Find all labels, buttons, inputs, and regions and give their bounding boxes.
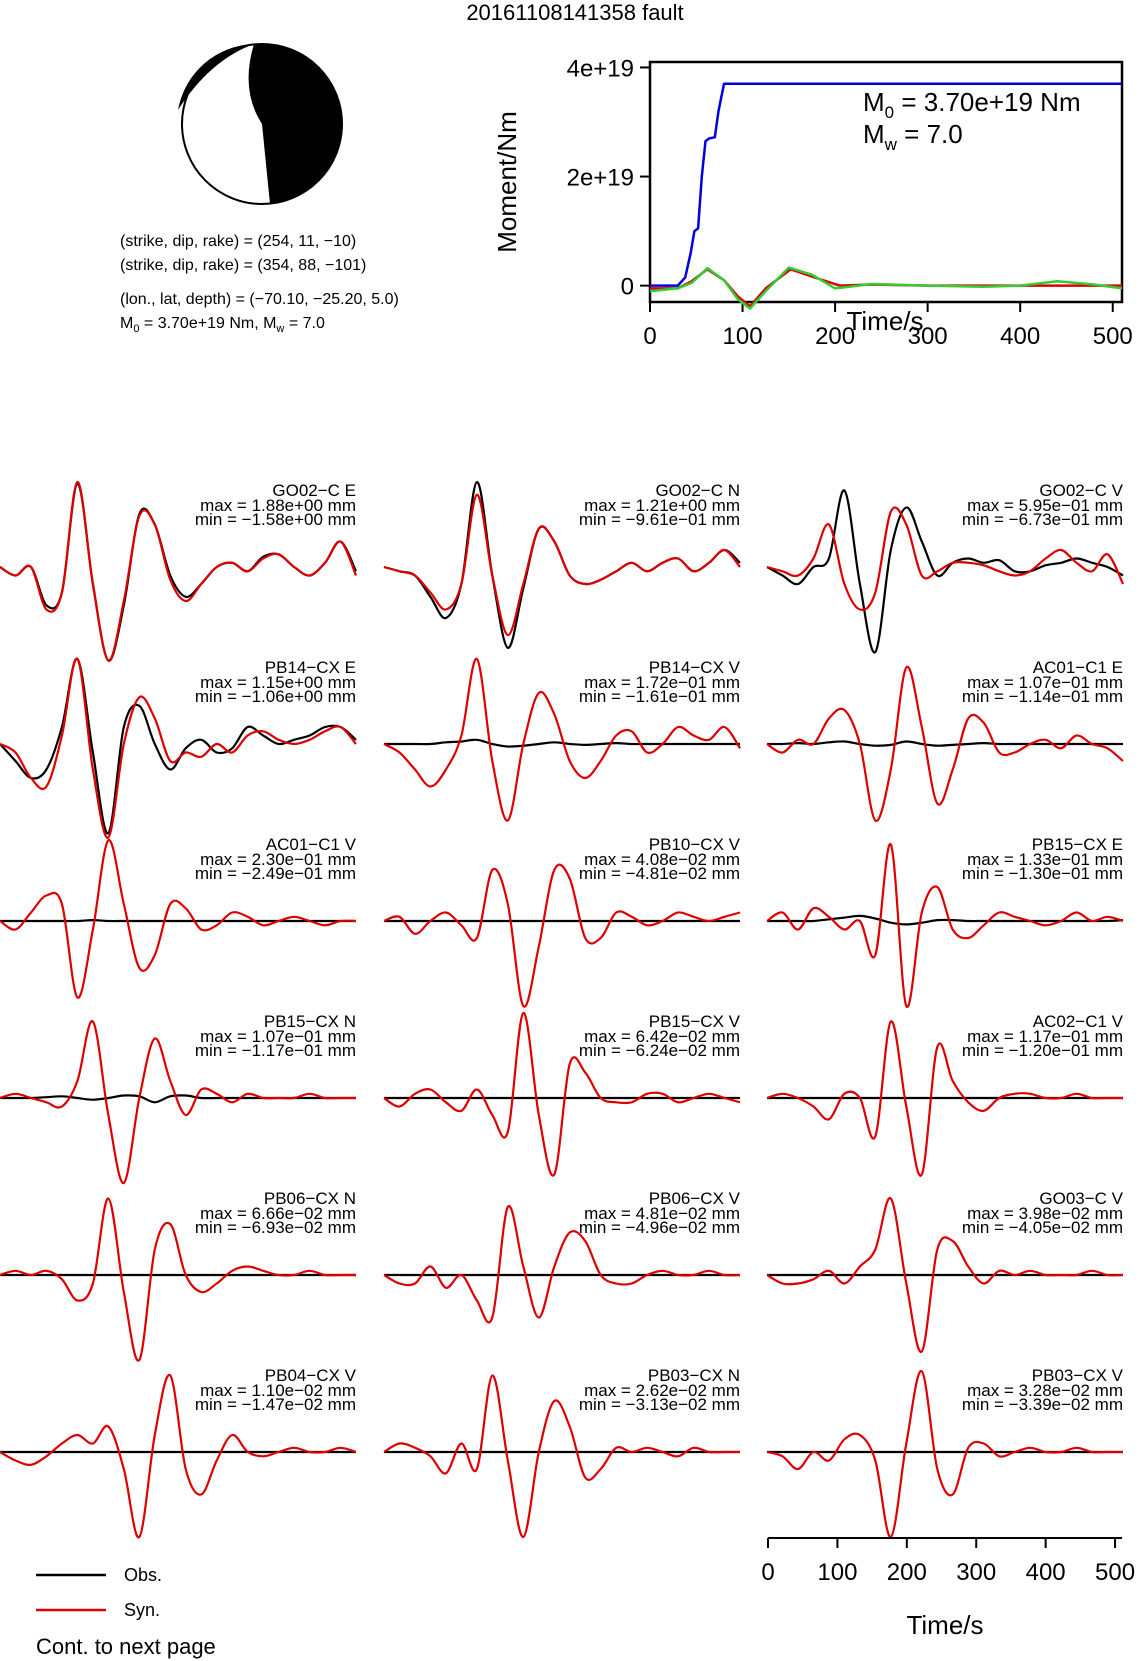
moment-x-tick-label: 0 [643, 323, 657, 350]
waveform-time-axis [761, 1538, 1135, 1586]
waveform-panel [0, 1012, 356, 1183]
legend-syn-label: Syn. [124, 1600, 161, 1620]
mw-sub: w [276, 323, 285, 335]
min-label: min = −9.61e−01 mm [578, 510, 740, 529]
station-label: GO02−C E [272, 481, 356, 500]
beachball [178, 44, 342, 204]
waveform-panel [767, 1366, 1124, 1537]
station-label: AC02−C1 V [1032, 1012, 1123, 1031]
waveform-panel [767, 481, 1124, 652]
station-label: AC01−C1 V [265, 835, 356, 854]
station-label: PB06−CX N [263, 1189, 356, 1208]
min-label: min = −6.93e−02 mm [194, 1218, 356, 1237]
max-label: max = 1.88e+00 mm [200, 496, 356, 515]
moment-x-tick-label: 500 [1092, 323, 1133, 350]
waveform-panel [384, 835, 741, 1007]
moment-y-tick-label: 2e+19 [566, 164, 634, 192]
moment-label [120, 315, 325, 335]
waveform-panel [0, 1189, 356, 1361]
station-label: PB15−CX N [263, 1012, 356, 1031]
waveform-panel [384, 1012, 741, 1176]
station-label: GO02−C N [655, 481, 740, 500]
station-label: PB06−CX V [648, 1189, 740, 1208]
waveform-panel [0, 835, 357, 998]
time-axis-tick-label: 300 [956, 1559, 997, 1586]
max-label: max = 1.33e−01 mm [967, 850, 1123, 869]
min-label: min = −1.17e−01 mm [194, 1041, 356, 1060]
station-label: PB10−CX V [648, 835, 740, 854]
moment-y-tick-label: 0 [620, 273, 634, 301]
min-label: min = −1.58e+00 mm [194, 510, 356, 529]
waveform-panel [767, 1189, 1124, 1352]
min-label: min = −4.96e−02 mm [578, 1218, 740, 1237]
time-axis-tick-label: 500 [1095, 1559, 1136, 1586]
max-label: max = 1.21e+00 mm [584, 496, 740, 515]
min-label: min = −1.14e−01 mm [961, 687, 1123, 706]
max-label: max = 5.95e−01 mm [967, 496, 1123, 515]
moment-annotation-m0 [863, 87, 1081, 122]
waveform-panel [384, 658, 741, 821]
station-label: PB15−CX E [1031, 835, 1123, 854]
moment-chart [492, 55, 1133, 350]
m0-value: = 3.70e+19 Nm [894, 87, 1081, 117]
m0-prefix: M [863, 87, 885, 117]
min-label: min = −1.30e−01 mm [961, 864, 1123, 883]
max-label: max = 2.30e−01 mm [200, 850, 356, 869]
waveform-grid [0, 481, 1124, 1537]
syn-trace [384, 865, 740, 1007]
station-label: PB03−CX V [1031, 1366, 1123, 1385]
station-label: PB03−CX N [647, 1366, 740, 1385]
min-label: min = −1.61e−01 mm [578, 687, 740, 706]
station-label: PB14−CX E [264, 658, 356, 677]
mw-value2: = 7.0 [896, 119, 963, 149]
min-label: min = −1.06e+00 mm [194, 687, 356, 706]
waveform-panel [384, 1366, 740, 1537]
station-label: PB04−CX V [264, 1366, 356, 1385]
moment-annotation-mw [863, 119, 963, 154]
footer-note: Cont. to next page [36, 1634, 216, 1659]
moment-y-axis [567, 55, 650, 300]
min-label: min = −1.47e−02 mm [194, 1395, 356, 1414]
moment-y-tick-label: 4e+19 [566, 55, 634, 83]
mw-prefix: M [863, 119, 885, 149]
station-label: AC01−C1 E [1032, 658, 1123, 677]
max-label: max = 1.72e−01 mm [584, 673, 740, 692]
moment-x-tick-label: 400 [1000, 323, 1041, 350]
moment-x-tick-label: 100 [722, 323, 763, 350]
moment-x-tick-label: 300 [907, 323, 948, 350]
min-label: min = −2.49e−01 mm [194, 864, 356, 883]
waveform-panel [767, 1012, 1124, 1176]
mw-sub2: w [884, 135, 897, 154]
m0-sub: 0 [884, 103, 895, 122]
max-label: max = 1.07e−01 mm [967, 673, 1123, 692]
min-label: min = −6.24e−02 mm [578, 1041, 740, 1060]
moment-sub: 0 [133, 323, 140, 335]
moment-x-label: Time/s [846, 306, 924, 336]
moment-prefix: M [120, 315, 134, 332]
station-label: GO02−C V [1039, 481, 1123, 500]
waveform-panel [384, 481, 740, 648]
time-axis-tick-label: 0 [761, 1559, 775, 1586]
moment-value: = 3.70e+19 Nm, M [139, 315, 277, 332]
station-label: PB15−CX V [648, 1012, 740, 1031]
min-label: min = −4.81e−02 mm [578, 864, 740, 883]
moment-y-label: Moment/Nm [492, 111, 522, 253]
max-label: max = 4.08e−02 mm [584, 850, 740, 869]
max-label: max = 6.66e−02 mm [200, 1204, 356, 1223]
obs-trace [767, 916, 1123, 925]
waveform-panel [384, 1189, 741, 1322]
station-label: PB14−CX V [648, 658, 740, 677]
mw-value: = 7.0 [284, 315, 325, 332]
figure-title: 20161108141358 fault [466, 0, 684, 25]
max-label: max = 3.98e−02 mm [967, 1204, 1123, 1223]
min-label: min = −1.20e−01 mm [961, 1041, 1123, 1060]
time-axis-tick-label: 400 [1025, 1559, 1066, 1586]
waveform-panel [0, 658, 356, 838]
nodal-plane-2: (strike, dip, rake) = (354, 88, −101) [120, 257, 367, 274]
min-label: min = −6.73e−01 mm [961, 510, 1123, 529]
min-label: min = −4.05e−02 mm [961, 1218, 1123, 1237]
max-label: max = 6.42e−02 mm [584, 1027, 740, 1046]
location-label: (lon., lat, depth) = (−70.10, −25.20, 5.0) [120, 291, 399, 308]
max-label: max = 4.81e−02 mm [584, 1204, 740, 1223]
min-label: min = −3.13e−02 mm [578, 1395, 740, 1414]
obs-trace [0, 920, 356, 921]
max-label: max = 1.10e−02 mm [200, 1381, 356, 1400]
legend-obs-label: Obs. [124, 1565, 163, 1585]
nodal-plane-1: (strike, dip, rake) = (254, 11, −10) [120, 233, 357, 250]
max-label: max = 3.28e−02 mm [967, 1381, 1123, 1400]
legend [36, 1565, 162, 1620]
max-label: max = 2.62e−02 mm [584, 1381, 740, 1400]
max-label: max = 1.07e−01 mm [200, 1027, 356, 1046]
waveform-panel [767, 658, 1123, 821]
station-label: GO03−C V [1039, 1189, 1123, 1208]
max-label: max = 1.17e−01 mm [967, 1027, 1123, 1046]
time-axis-tick-label: 200 [886, 1559, 927, 1586]
waveform-x-label: Time/s [906, 1610, 984, 1640]
moment-x-tick-label: 200 [815, 323, 856, 350]
waveform-panel [0, 481, 356, 661]
max-label: max = 1.15e+00 mm [200, 673, 356, 692]
time-axis-tick-label: 100 [817, 1559, 858, 1586]
min-label: min = −3.39e−02 mm [961, 1395, 1123, 1414]
waveform-panel [767, 835, 1123, 1007]
waveform-panel [0, 1366, 357, 1537]
